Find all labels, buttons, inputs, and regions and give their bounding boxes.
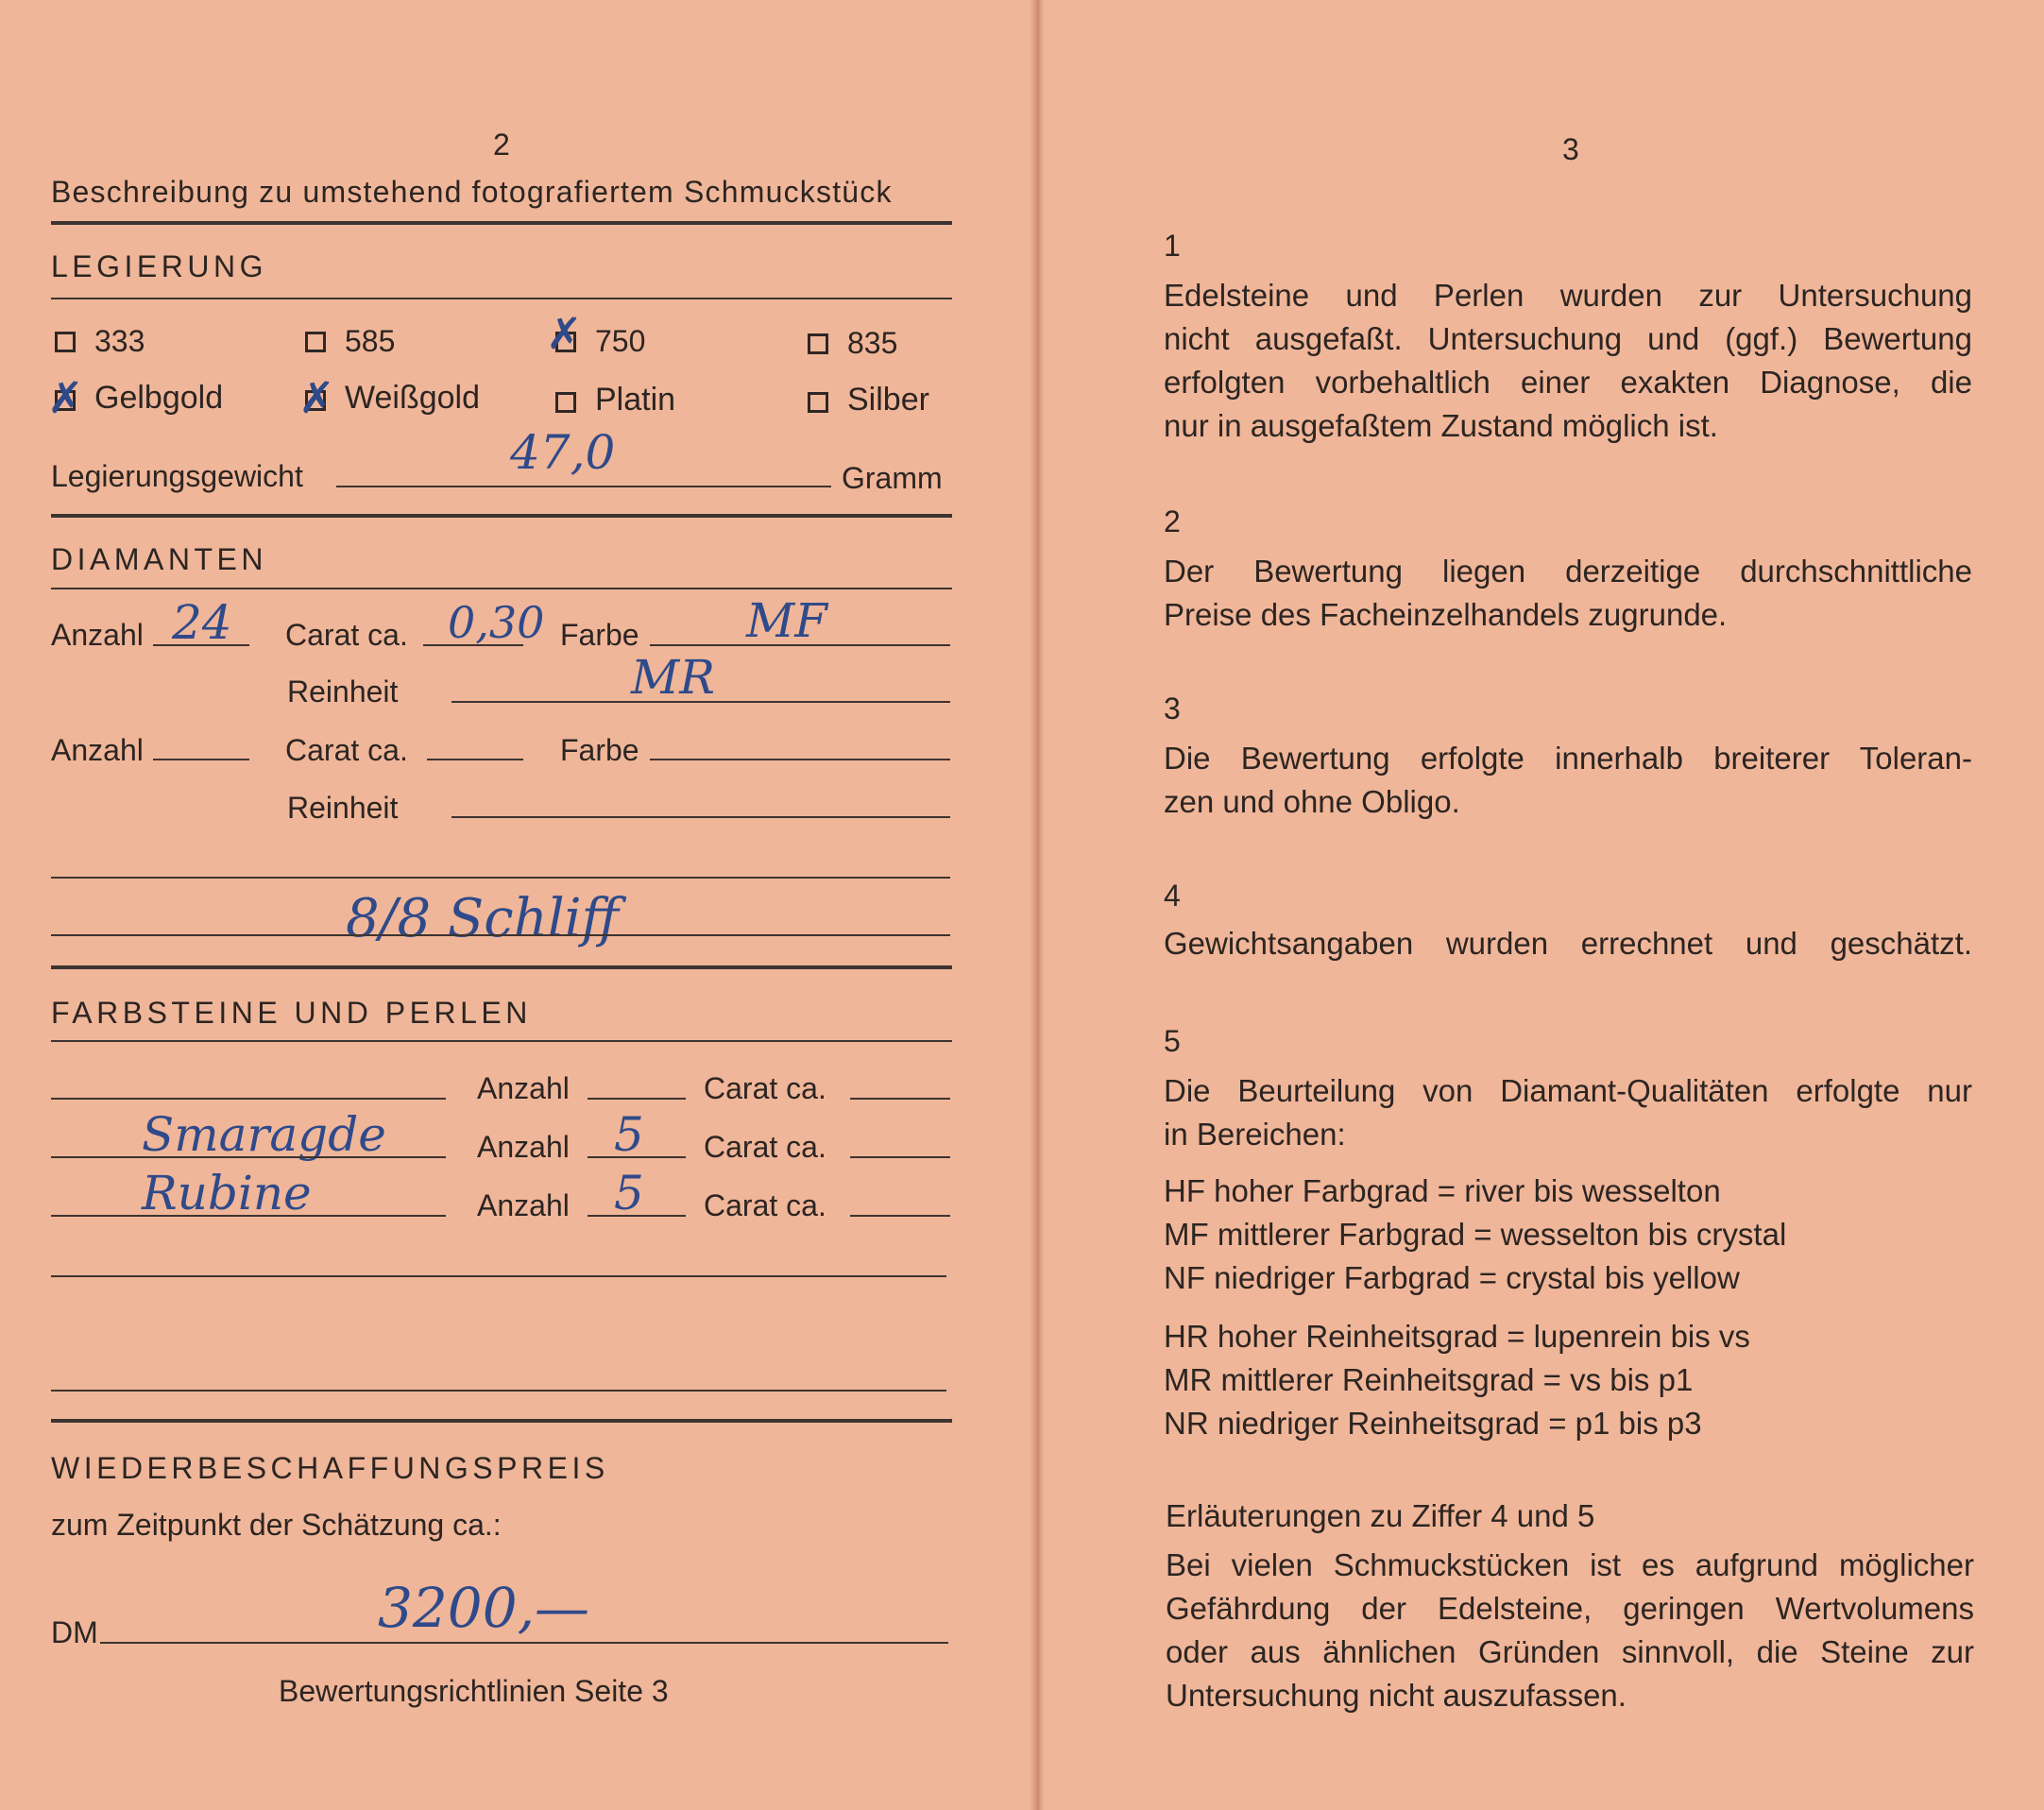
stone-name-line (51, 1215, 446, 1217)
check-mark-icon: ✗ (47, 372, 84, 423)
checkbox-333[interactable] (55, 332, 76, 352)
weight-value: 47,0 (510, 425, 616, 480)
grade-line: HR hoher Reinheitsgrad = lupenrein bis vs (1164, 1319, 1750, 1354)
text-line: in Bereichen: (1164, 1117, 1346, 1152)
text-line: Gefährdung der Edelsteine, geringen Wertvolumens (1166, 1591, 1974, 1626)
grade-line: HF hoher Farbgrad = river bis wesselton (1164, 1173, 1721, 1208)
diamant-anzahl-value: 24 (172, 595, 232, 650)
text-line: Der Bewertung liegen derzeitige durchschnittliche (1164, 554, 1972, 589)
color-grade-list (1164, 1170, 1786, 1300)
diamant-note: 8/8 Schliff (346, 888, 620, 949)
anzahl-label: Anzahl (477, 1188, 570, 1222)
checkbox-585[interactable] (305, 332, 326, 352)
check-mark-icon: ✗ (298, 372, 335, 423)
section-text (1164, 922, 1972, 965)
anzahl-line (153, 759, 249, 760)
section-text (1164, 1069, 1972, 1156)
weight-unit: Gramm (842, 461, 943, 495)
explanation-text (1166, 1544, 1974, 1717)
text-line: nicht ausgefaßt. Untersuchung und (ggf.) Bewertung (1164, 321, 1972, 356)
farbe-line (650, 759, 950, 760)
carat-line (427, 759, 523, 760)
checkbox-835[interactable] (808, 333, 828, 354)
text-line: Preise des Facheinzelhandels zugrunde. (1164, 597, 1728, 632)
text-line: zen und ohne Obligo. (1164, 784, 1460, 819)
note-line (51, 934, 950, 936)
carat-line (850, 1215, 950, 1217)
section-number: 5 (1164, 1024, 1181, 1058)
stone-name-line (51, 1156, 446, 1158)
carat-label: Carat ca. (704, 1188, 826, 1222)
check-mark-icon: ✗ (546, 308, 583, 359)
section-number: 1 (1164, 229, 1181, 263)
text-line: Edelsteine und Perlen wurden zur Untersuchung (1164, 278, 1972, 313)
clarity-grade-list (1164, 1315, 1750, 1445)
right-page (1043, 0, 2044, 1810)
stone-name-value: Rubine (142, 1166, 312, 1221)
section-text (1164, 737, 1972, 824)
carat-line (850, 1156, 950, 1158)
section-rule (51, 298, 952, 299)
checkbox-silber[interactable] (808, 392, 828, 413)
grade-line: MF mittlerer Farbgrad = wesselton bis crystal (1164, 1217, 1787, 1252)
preis-subtitle: zum Zeitpunkt der Schätzung ca.: (51, 1508, 502, 1542)
stone-name-line (51, 1098, 446, 1100)
currency-label: DM (51, 1615, 98, 1649)
option-label: 585 (345, 324, 396, 358)
weight-label: Legierungsgewicht (51, 459, 303, 493)
option-label: Silber (847, 382, 929, 418)
section-preis-title: WIEDERBESCHAFFUNGSPREIS (51, 1451, 609, 1485)
stone-anzahl-value: 5 (614, 1107, 644, 1162)
section-farbsteine-title: FARBSTEINE UND PERLEN (51, 996, 532, 1030)
section-legierung-title: LEGIERUNG (51, 249, 267, 283)
reinheit-line (451, 816, 950, 818)
price-value: 3200,— (378, 1576, 590, 1640)
text-line: erfolgten vorbehaltlich einer exakten Diagnose, die (1164, 365, 1972, 400)
checkbox-platin[interactable] (555, 392, 576, 413)
carat-label: Carat ca. (704, 1130, 826, 1164)
carat-label: Carat ca. (704, 1071, 826, 1105)
section-number: 3 (1164, 692, 1181, 726)
anzahl-label: Anzahl (51, 733, 144, 767)
section-diamanten-title: DIAMANTEN (51, 542, 267, 576)
section-rule (51, 965, 952, 969)
section-number: 2 (1164, 504, 1181, 538)
stone-anzahl-value: 5 (614, 1166, 644, 1221)
farbe-label: Farbe (560, 618, 639, 652)
note-line (51, 877, 950, 879)
text-line: Die Bewertung erfolgte innerhalb breiterer Toleran- (1164, 741, 1972, 776)
carat-line (850, 1098, 950, 1100)
carat-label: Carat ca. (285, 733, 408, 767)
diamant-reinheit-value: MR (631, 650, 715, 705)
text-line: Bei vielen Schmuckstücken ist es aufgrund möglicher (1166, 1547, 1974, 1582)
reinheit-label: Reinheit (287, 674, 399, 709)
grade-line: NR niedriger Reinheitsgrad = p1 bis p3 (1164, 1406, 1702, 1441)
form-heading: Beschreibung zu umstehend fotografiertem Schmuckstück (51, 175, 893, 209)
footer-note: Bewertungsrichtlinien Seite 3 (279, 1674, 669, 1708)
section-rule (51, 1419, 952, 1423)
weight-line (336, 486, 831, 487)
explanation-title: Erläuterungen zu Ziffer 4 und 5 (1166, 1498, 1595, 1533)
section-rule (51, 1040, 952, 1042)
option-label: Gelbgold (94, 380, 224, 416)
page-number-left: 2 (493, 128, 510, 162)
option-label: 835 (847, 326, 898, 360)
grade-line: MR mittlerer Reinheitsgrad = vs bis p1 (1164, 1362, 1694, 1397)
text-line: Gewichtsangaben wurden errechnet und geschätzt. (1164, 926, 1972, 961)
option-label: 750 (595, 324, 646, 358)
carat-label: Carat ca. (285, 618, 408, 652)
anzahl-label: Anzahl (477, 1130, 570, 1164)
text-line: Untersuchung nicht auszufassen. (1166, 1678, 1627, 1713)
text-line: oder aus ähnlichen Gründen sinnvoll, die Steine zur (1166, 1634, 1974, 1669)
text-line: Die Beurteilung von Diamant-Qualitäten erfolgte nur (1164, 1073, 1972, 1108)
section-number: 4 (1164, 879, 1181, 913)
anzahl-label: Anzahl (51, 618, 144, 652)
text-line: nur in ausgefaßtem Zustand möglich ist. (1164, 408, 1718, 443)
diamant-carat-value: 0,30 (448, 597, 545, 648)
blank-line (51, 1390, 946, 1392)
price-line (100, 1642, 948, 1644)
grade-line: NF niedriger Farbgrad = crystal bis yellow (1164, 1260, 1740, 1295)
heading-rule (51, 221, 952, 225)
reinheit-label: Reinheit (287, 791, 399, 825)
farbe-label: Farbe (560, 733, 639, 767)
page-number-right: 3 (1562, 132, 1579, 166)
anzahl-line (588, 1098, 686, 1100)
anzahl-label: Anzahl (477, 1071, 570, 1105)
section-rule (51, 514, 952, 518)
option-label: Weißgold (345, 380, 480, 416)
option-label: Platin (595, 382, 676, 418)
section-rule (51, 588, 952, 589)
diamant-farbe-value: MF (746, 593, 827, 648)
option-label: 333 (94, 324, 145, 358)
blank-line (51, 1275, 946, 1277)
stone-name-value: Smaragde (142, 1107, 386, 1162)
section-text (1164, 550, 1972, 637)
section-text (1164, 274, 1972, 448)
